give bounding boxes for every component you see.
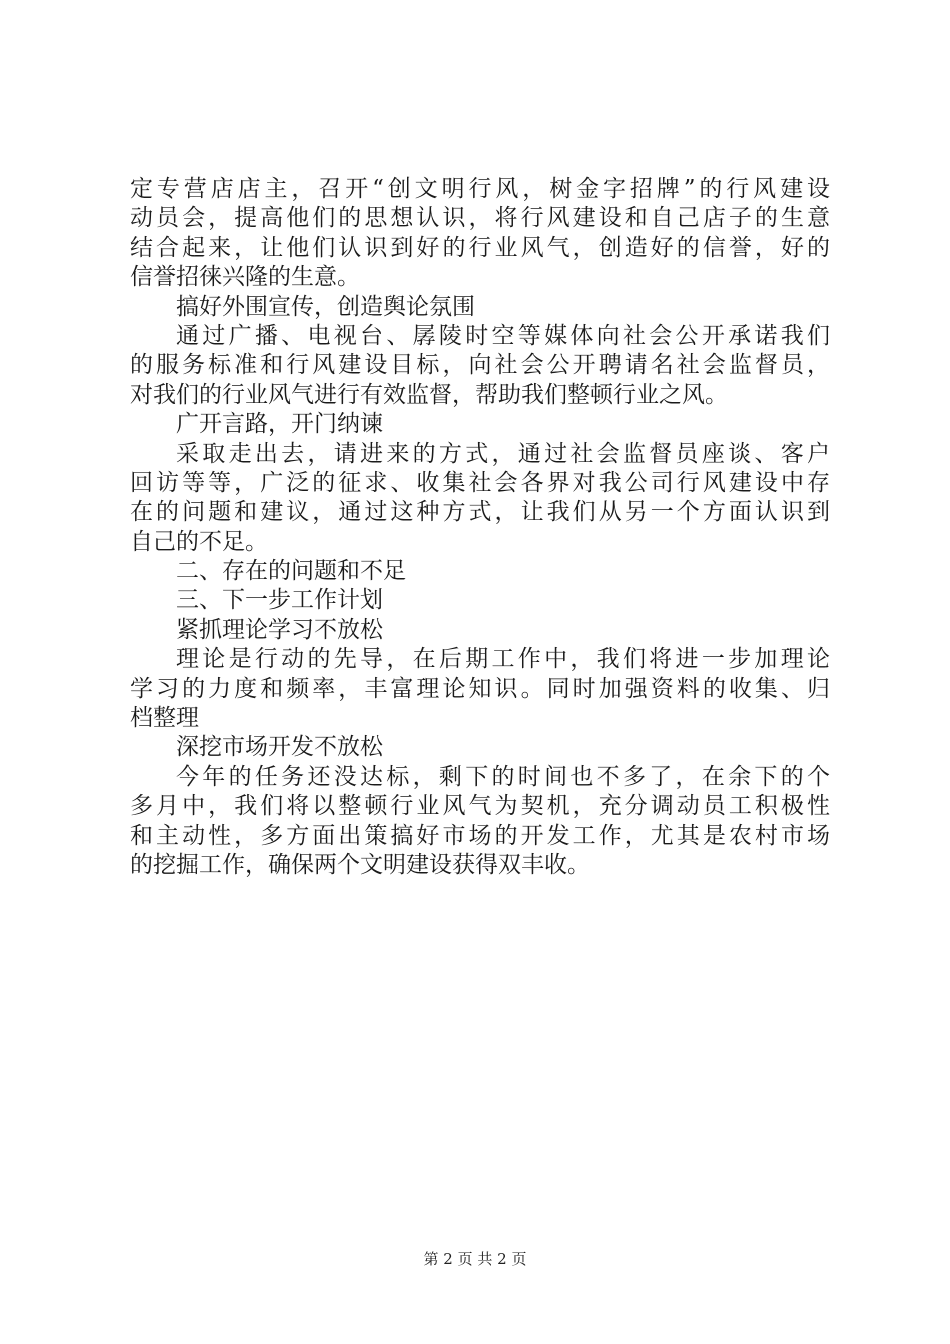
text-line: 结合起来，让他们认识到好的行业风气，创造好的信誉，好的	[130, 234, 830, 261]
section-heading: 三、下一步工作计划	[176, 587, 383, 614]
text-line: 回访等等，广泛的征求、收集社会各界对我公司行风建设中存	[130, 469, 830, 496]
text-line: 自己的不足。	[130, 528, 268, 555]
paragraph	[130, 322, 830, 410]
text-line: 对我们的行业风气进行有效监督，帮助我们整顿行业之风。	[130, 381, 728, 408]
text-line: 学习的力度和频率，丰富理论知识。同时加强资料的收集、归	[130, 675, 830, 702]
text-line: 多月中，我们将以整顿行业风气为契机，充分调动员工积极性	[130, 793, 830, 820]
paragraph	[130, 440, 830, 558]
text-line: 信誉招徕兴隆的生意。	[130, 264, 360, 291]
text-line: 档整理	[130, 705, 199, 732]
text-line: 在的问题和建议，通过这种方式，让我们从另一个方面认识到	[130, 499, 830, 526]
text-line: 通过广播、电视台、孱陵时空等媒体向社会公开承诺我们	[176, 322, 830, 349]
text-line: 采取走出去，请进来的方式，通过社会监督员座谈、客户	[176, 440, 830, 467]
text-line: 和主动性，多方面出策搞好市场的开发工作，尤其是农村市场	[130, 822, 830, 849]
section-heading: 紧抓理论学习不放松	[176, 616, 383, 643]
text-line: 的挖掘工作，确保两个文明建设获得双丰收。	[130, 851, 590, 878]
page-number-footer: 第 2 页 共 2 页	[423, 1250, 527, 1268]
text-line: 理论是行动的先导，在后期工作中，我们将进一步加理论	[176, 646, 830, 673]
section-heading: 搞好外围宣传，创造舆论氛围	[176, 293, 475, 320]
paragraph	[130, 645, 830, 733]
section-heading: 广开言路，开门纳谏	[176, 411, 383, 438]
text-line: 定专营店店主，召开“创文明行风，树金字招牌”的行风建设	[130, 176, 830, 202]
paragraph	[130, 175, 830, 293]
section-heading: 二、存在的问题和不足	[176, 558, 406, 585]
document-body	[130, 175, 830, 880]
text-line: 的服务标准和行风建设目标，向社会公开聘请名社会监督员，	[130, 352, 830, 379]
section-heading: 深挖市场开发不放松	[176, 734, 383, 761]
paragraph	[130, 763, 830, 881]
text-line: 动员会，提高他们的思想认识，将行风建设和自己店子的生意	[130, 205, 830, 232]
text-line: 今年的任务还没达标，剩下的时间也不多了，在余下的个	[176, 763, 830, 790]
